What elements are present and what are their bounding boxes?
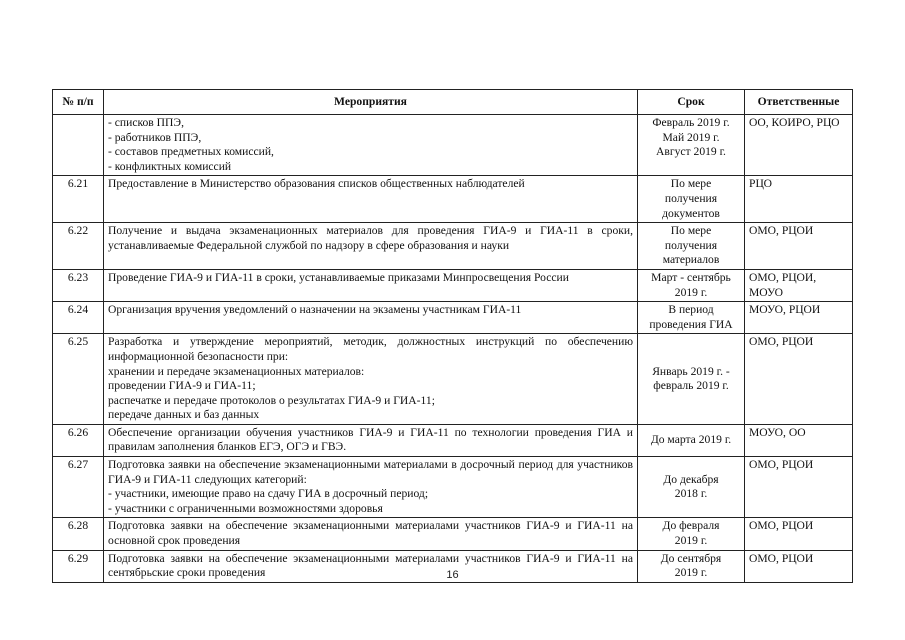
- term-line: материалов: [662, 253, 720, 267]
- row-number: 6.23: [53, 269, 104, 301]
- activity-line: Подготовка заявки на обеспечение экзаменационными материалами в досрочный период для участников ГИА-9 и ГИА-11 следующих категорий:: [108, 458, 633, 486]
- term-line: По мере: [670, 177, 712, 191]
- term-line: До декабря: [663, 472, 719, 486]
- term-line: получения: [664, 238, 718, 252]
- row-number: 6.25: [53, 334, 104, 425]
- row-responsible: [745, 518, 853, 550]
- activity-line: - конфликтных комиссий: [108, 159, 232, 173]
- term-line: До марта 2019 г.: [650, 433, 732, 447]
- responsible-line: ОМО, РЦОИ: [749, 224, 814, 238]
- term-line: 2019 г.: [674, 566, 708, 580]
- row-activity: [104, 424, 638, 456]
- header-term: Срок: [638, 90, 745, 115]
- activity-line: распечатке и передаче протоколов о результатах ГИА-9 и ГИА-11;: [108, 393, 435, 407]
- row-activity: [104, 457, 638, 518]
- term-line: Март - сентябрь: [651, 270, 731, 284]
- term-line: получения: [664, 191, 718, 205]
- row-number: 6.22: [53, 223, 104, 270]
- table-row: [53, 424, 853, 456]
- page-number: 16: [446, 569, 459, 581]
- term-line: 2019 г.: [674, 285, 708, 299]
- responsible-line: ОМО, РЦОИ: [749, 519, 814, 533]
- row-responsible: [745, 223, 853, 270]
- header-responsible: Ответственные: [745, 90, 853, 115]
- row-activity: [104, 223, 638, 270]
- responsible-line: РЦО: [749, 177, 773, 191]
- activity-line: - работников ППЭ,: [108, 130, 202, 144]
- row-term: [638, 457, 745, 518]
- row-responsible: [745, 176, 853, 223]
- row-term: [638, 424, 745, 456]
- table-header-row: [53, 90, 853, 115]
- term-line: 2018 г.: [674, 487, 708, 501]
- term-line: В период: [668, 303, 714, 317]
- responsible-line: ОО, КОИРО, РЦО: [749, 116, 840, 129]
- row-term: [638, 334, 745, 425]
- table-row: [53, 457, 853, 518]
- term-line: Январь 2019 г. -: [652, 364, 730, 378]
- row-responsible: [745, 269, 853, 301]
- responsible-line: МОУО, РЦОИ: [749, 303, 821, 317]
- activity-line: Разработка и утверждение мероприятий, методик, должностных инструкций по обеспечению информационной безопасности при:: [108, 335, 633, 363]
- activity-line: Обеспечение организации обучения участников ГИА-9 и ГИА-11 по технологии проведения ГИА и правилам заполнения бланков ЕГЭ, ОГЭ и ГВЭ.: [108, 425, 633, 454]
- row-number: [53, 115, 104, 176]
- responsible-line: МОУО: [749, 285, 784, 299]
- term-line: По мере: [670, 224, 712, 238]
- responsible-line: ОМО, РЦОИ: [749, 551, 814, 565]
- term-line: Февраль 2019 г.: [652, 116, 730, 129]
- row-term: [638, 176, 745, 223]
- responsible-line: ОМО, РЦОИ: [749, 335, 814, 349]
- row-responsible: [745, 334, 853, 425]
- term-line: До февраля: [662, 519, 720, 533]
- row-responsible: [745, 424, 853, 456]
- responsible-line: ОМО, РЦОИ: [749, 458, 814, 472]
- row-term: [638, 115, 745, 176]
- row-number: 6.29: [53, 550, 104, 582]
- row-number: 6.28: [53, 518, 104, 550]
- activity-line: Подготовка заявки на обеспечение экзаменационными материалами участников ГИА-9 и ГИА-11 на сентябрьские сроки проведения: [108, 551, 633, 580]
- term-line: Август 2019 г.: [656, 145, 726, 159]
- term-line: Май 2019 г.: [662, 130, 720, 144]
- table-row: [53, 334, 853, 425]
- row-term: [638, 223, 745, 270]
- activity-line: Предоставление в Министерство образования списков общественных наблюдателей: [108, 177, 525, 191]
- row-number: 6.21: [53, 176, 104, 223]
- responsible-line: МОУО, ОО: [749, 425, 806, 439]
- table-row: [53, 223, 853, 270]
- activities-table: [52, 89, 853, 583]
- term-line: документов: [662, 206, 720, 220]
- row-term: [638, 302, 745, 334]
- activity-line: - участники с ограниченными возможностями здоровья: [108, 501, 383, 515]
- activity-line: Организация вручения уведомлений о назначении на экзамены участникам ГИА-11: [108, 303, 522, 317]
- responsible-line: ОМО, РЦОИ,: [749, 270, 817, 284]
- row-number: 6.26: [53, 424, 104, 456]
- term-line: февраль 2019 г.: [653, 379, 729, 393]
- header-number: № п/п: [53, 90, 104, 115]
- row-activity: [104, 334, 638, 425]
- term-line: проведения ГИА: [649, 317, 733, 331]
- row-activity: [104, 176, 638, 223]
- row-activity: [104, 115, 638, 176]
- row-term: [638, 518, 745, 550]
- activity-line: - списков ППЭ,: [108, 116, 184, 129]
- term-line: До сентября: [660, 551, 722, 565]
- row-responsible: [745, 302, 853, 334]
- activity-line: - участники, имеющие право на сдачу ГИА в досрочный период;: [108, 487, 429, 501]
- table-row: [53, 269, 853, 301]
- row-term: [638, 269, 745, 301]
- row-number: 6.24: [53, 302, 104, 334]
- activity-line: Получение и выдача экзаменационных материалов для проведения ГИА-9 и ГИА-11 в сроки, устанавливаемые Федеральной службой по надзору в сфере образования и науки: [108, 224, 633, 252]
- row-activity: [104, 302, 638, 334]
- activity-line: передаче данных и баз данных: [108, 408, 260, 422]
- activity-line: Подготовка заявки на обеспечение экзаменационными материалами участников ГИА-9 и ГИА-11 на основной срок проведения: [108, 519, 633, 548]
- row-activity: [104, 518, 638, 550]
- table-row: [53, 518, 853, 550]
- row-responsible: [745, 457, 853, 518]
- term-line: 2019 г.: [674, 534, 708, 548]
- activity-line: хранении и передаче экзаменационных материалов:: [108, 364, 365, 378]
- header-activity: Мероприятия: [104, 90, 638, 115]
- row-activity: [104, 269, 638, 301]
- table-row: [53, 176, 853, 223]
- row-responsible: [745, 115, 853, 176]
- activity-line: проведении ГИА-9 и ГИА-11;: [108, 379, 256, 393]
- activity-line: Проведение ГИА-9 и ГИА-11 в сроки, устанавливаемые приказами Минпросвещения России: [108, 270, 569, 284]
- activity-line: - составов предметных комиссий,: [108, 145, 274, 159]
- table-row: [53, 302, 853, 334]
- row-number: 6.27: [53, 457, 104, 518]
- table-row: [53, 115, 853, 176]
